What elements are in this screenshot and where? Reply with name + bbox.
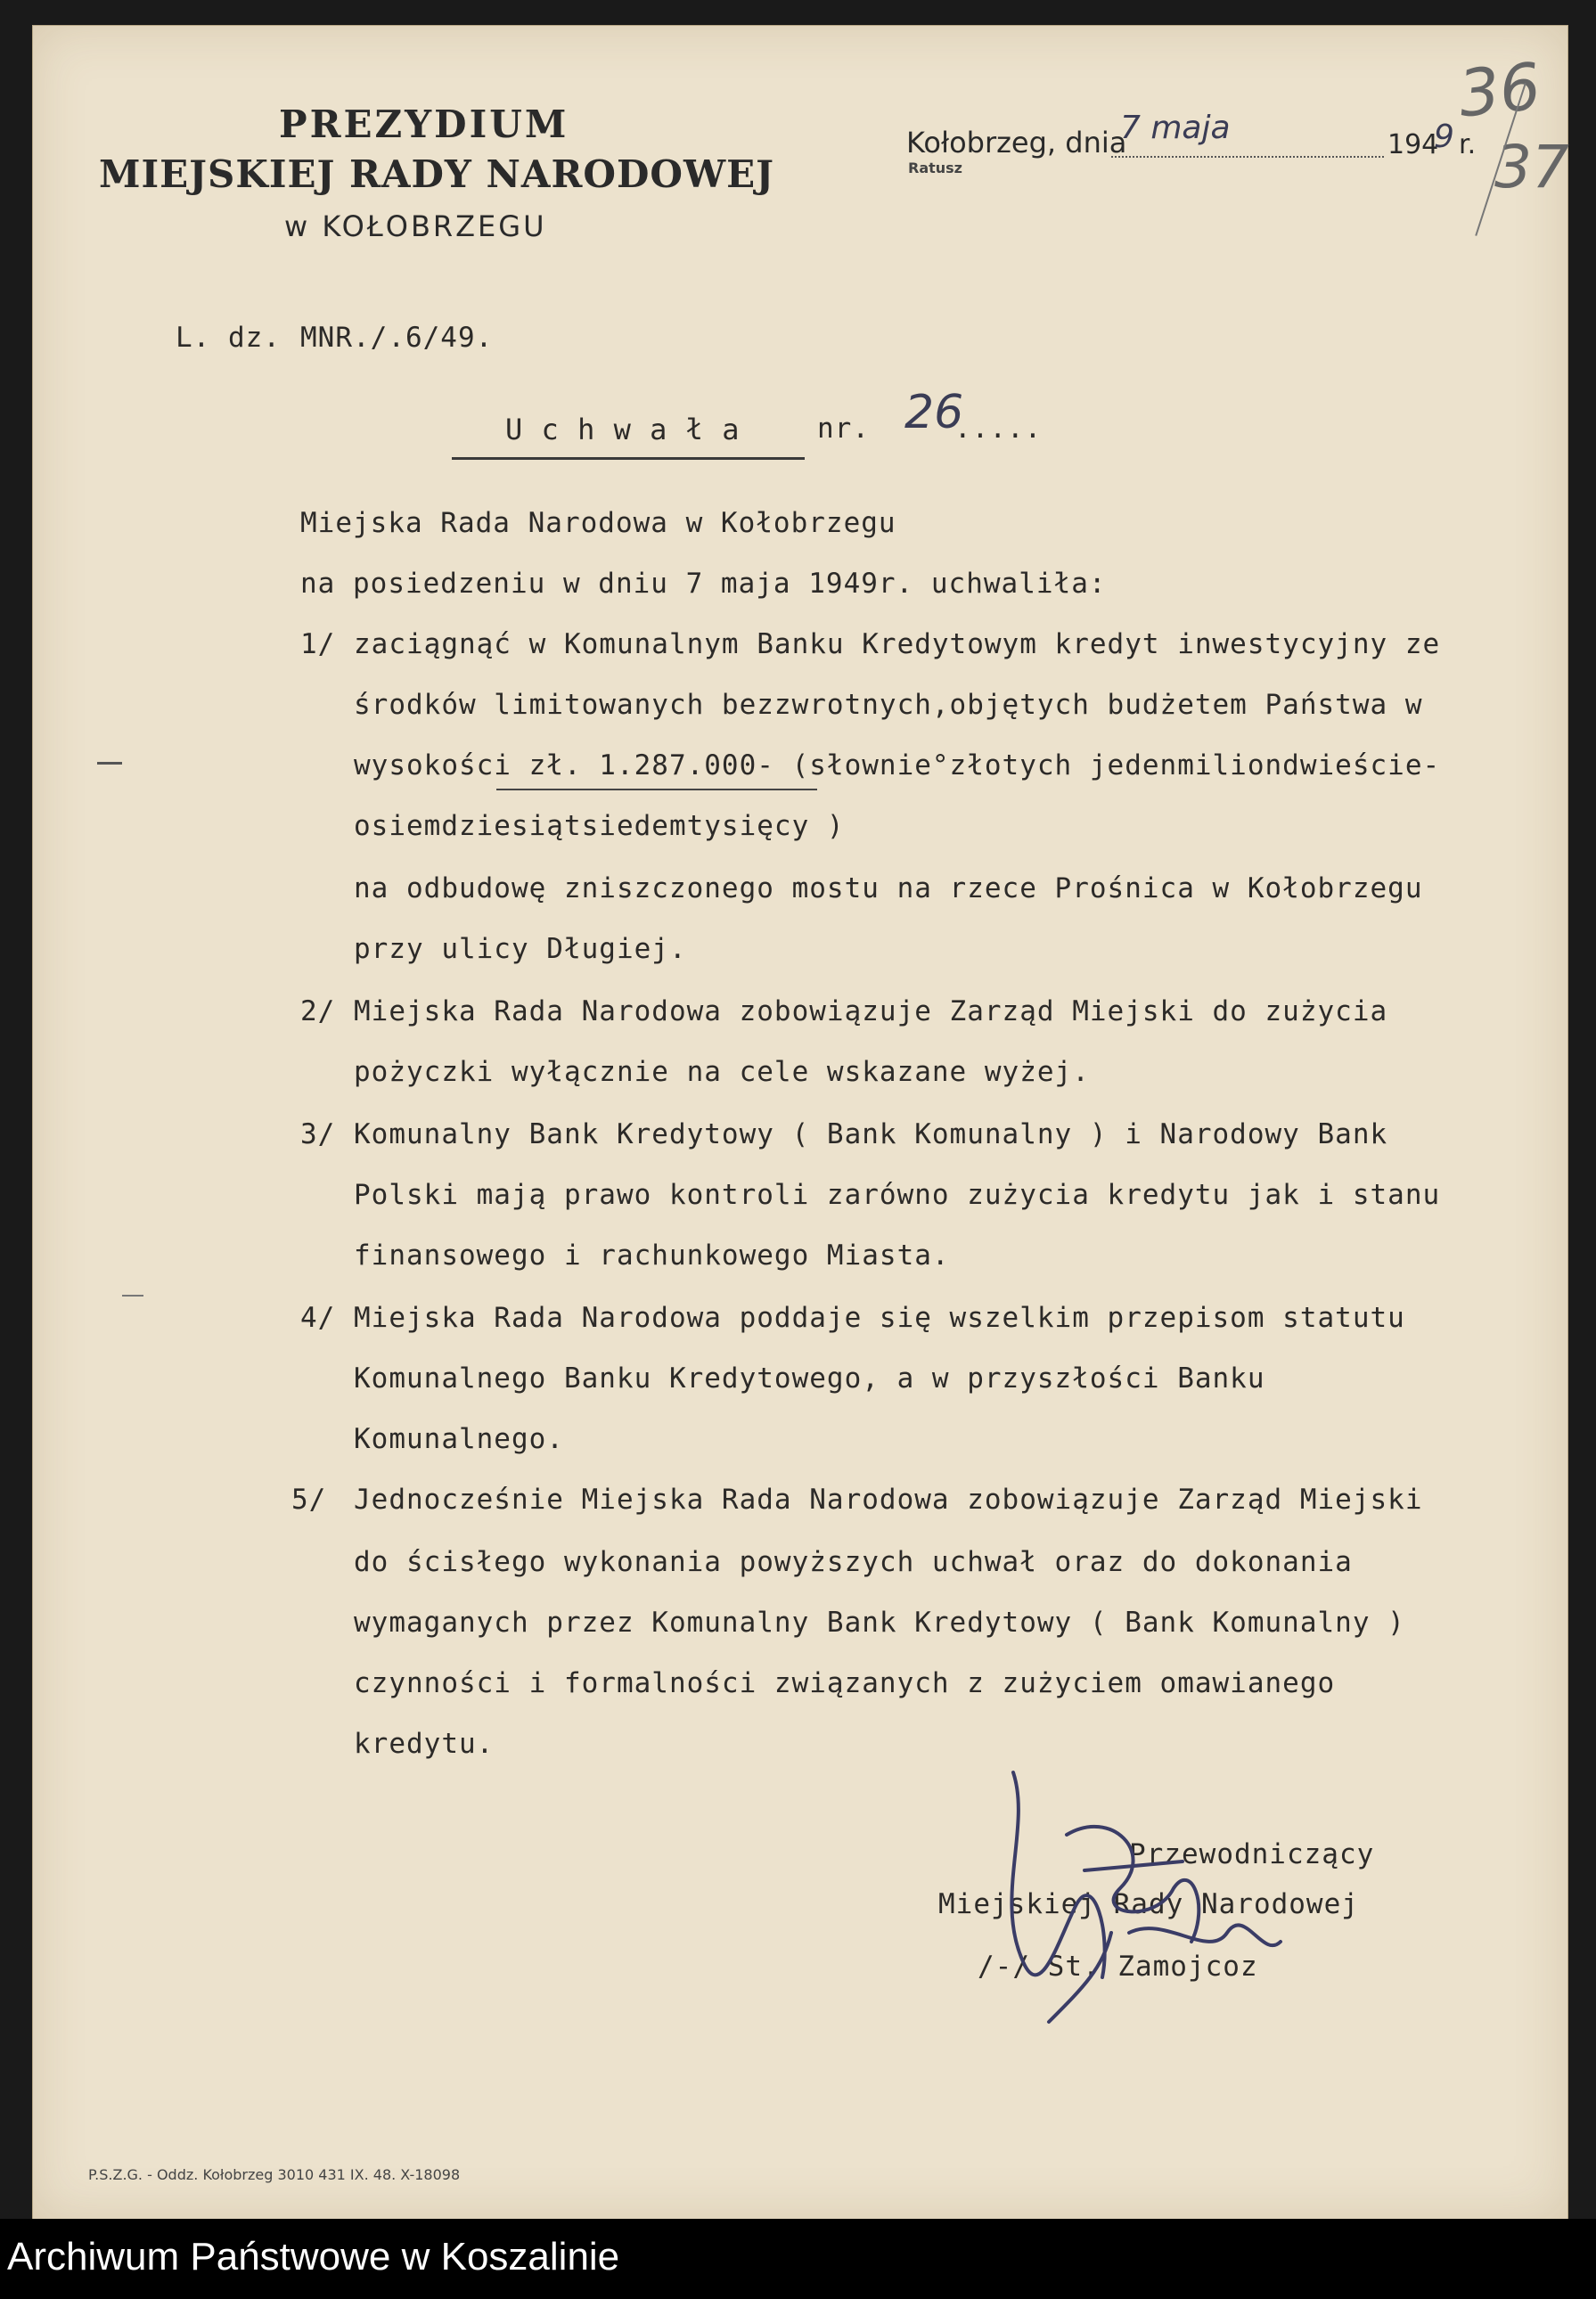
archive-number-side: 37 xyxy=(1494,133,1569,201)
amount-underline xyxy=(496,789,817,790)
handwritten-signature xyxy=(960,1755,1334,2040)
signature-title: Przewodniczący xyxy=(1129,1838,1375,1870)
resolution-title: U c h w a ł a xyxy=(505,413,741,446)
resolution-nr-label: nr. xyxy=(817,413,870,445)
point-line: pożyczki wyłącznie na cele wskazane wyżej. xyxy=(354,1056,1090,1088)
letterhead-line1: PREZYDIUM xyxy=(279,102,569,146)
date-r: r. xyxy=(1459,129,1477,160)
point-line: Miejska Rada Narodowa zobowiązuje Zarząd Miejski do zużycia xyxy=(354,995,1388,1027)
point-line: osiemdziesiątsiedemtysięcy ) xyxy=(354,810,845,842)
letterhead-line3: w KOŁOBRZEGU xyxy=(284,209,547,243)
archive-footer-bar xyxy=(0,2219,1596,2299)
resolution-number: 26 xyxy=(904,386,964,439)
point-line: kredytu. xyxy=(354,1728,495,1760)
point-number: 3/ xyxy=(300,1118,336,1150)
date-year-suffix: 9 xyxy=(1434,119,1454,155)
ref-value: MNR./.6/49. xyxy=(300,322,494,354)
intro-line: na posiedzeniu w dniu 7 maja 1949r. uchwaliła: xyxy=(300,568,1107,600)
margin-mark xyxy=(97,762,122,765)
point-line: wymaganych przez Komunalny Bank Kredytowy ( Bank Komunalny ) xyxy=(354,1607,1405,1639)
place-label: Kołobrzeg, dnia xyxy=(906,126,1127,160)
point-number: 4/ xyxy=(300,1302,336,1334)
point-line: finansowego i rachunkowego Miasta. xyxy=(354,1239,950,1272)
point-line: na odbudowę zniszczonego mostu na rzece Prośnica w Kołobrzegu xyxy=(354,872,1423,904)
ref-prefix: L. dz. xyxy=(176,322,281,354)
title-underline xyxy=(452,457,805,460)
point-line: wysokości zł. 1.287.000- (słownie°złotych jedenmiliondwieście- xyxy=(354,749,1441,781)
point-line: przy ulicy Długiej. xyxy=(354,933,687,965)
margin-mark xyxy=(122,1295,143,1297)
point-line: Komunalnego. xyxy=(354,1423,564,1455)
signature-council: Miejskiej Rady Narodowej xyxy=(938,1888,1359,1920)
point-number: 1/ xyxy=(300,628,336,660)
print-footer: P.S.Z.G. - Oddz. Kołobrzeg 3010 431 IX. 48. X-18098 xyxy=(88,2166,461,2183)
point-line: czynności i formalności związanych z zużyciem omawianego xyxy=(354,1667,1336,1699)
point-line: Komunalny Bank Kredytowy ( Bank Komunalny ) i Narodowy Bank xyxy=(354,1118,1388,1150)
point-line: do ścisłego wykonania powyższych uchwał oraz do dokonania xyxy=(354,1546,1353,1578)
letterhead-line2: MIEJSKIEJ RADY NARODOWEJ xyxy=(99,152,775,196)
point-line: Komunalnego Banku Kredytowego, a w przyszłości Banku xyxy=(354,1362,1265,1395)
resolution-dots: ..... xyxy=(954,413,1043,445)
point-line: Polski mają prawo kontroli zarówno zużycia kredytu jak i stanu xyxy=(354,1179,1441,1211)
ratusz-label: Ratusz xyxy=(908,160,962,176)
document-page xyxy=(32,25,1568,2221)
archive-number-top: 36 xyxy=(1454,48,1544,132)
date-year-prefix: 194 xyxy=(1387,129,1439,160)
date-dotted-line xyxy=(1111,156,1384,158)
point-line: zaciągnąć w Komunalnym Banku Kredytowym kredyt inwestycyjny ze xyxy=(354,628,1441,660)
archive-label: Archiwum Państwowe w Koszalinie xyxy=(7,2235,620,2279)
point-number: 5/ xyxy=(291,1484,327,1516)
point-line: Miejska Rada Narodowa poddaje się wszelkim przepisom statutu xyxy=(354,1302,1405,1334)
point-line: Jednocześnie Miejska Rada Narodowa zobowiązuje Zarząd Miejski xyxy=(354,1484,1423,1516)
signature-name: /-/ St. Zamojcoz xyxy=(978,1951,1258,1983)
date-day-month: 7 maja xyxy=(1120,110,1231,146)
point-number: 2/ xyxy=(300,995,336,1027)
point-line: środków limitowanych bezzwrotnych,objętych budżetem Państwa w xyxy=(354,689,1423,721)
intro-line: Miejska Rada Narodowa w Kołobrzegu xyxy=(300,507,896,539)
